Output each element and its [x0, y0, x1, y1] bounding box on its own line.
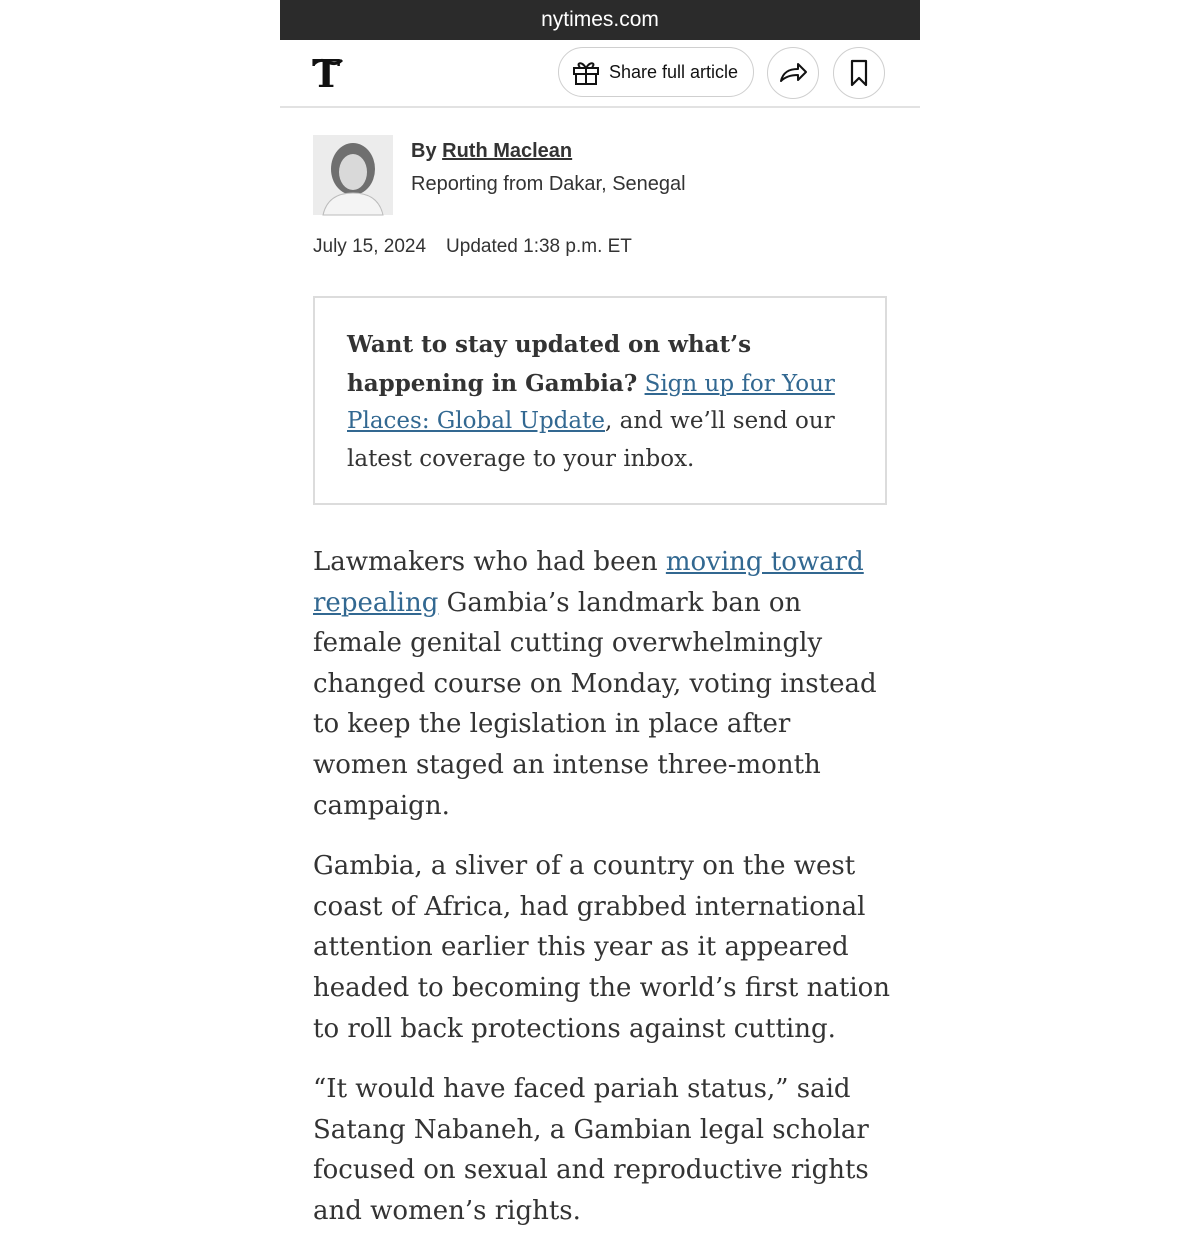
reporting-location: Reporting from Dakar, Senegal — [411, 173, 686, 195]
nyt-t-logo-icon — [310, 51, 346, 96]
promo-bold-text: Want to stay updated on what’s happening in Gambia? — [347, 331, 752, 397]
share-button[interactable] — [767, 47, 819, 99]
p1-text-before: Lawmakers who had been — [313, 547, 666, 577]
p1-text-after: Gambia’s landmark ban on female genital cutting overwhelmingly changed course on Monday, voting instead to keep the legislation in place after women staged an intense three-month campaign. — [313, 587, 877, 821]
by-prefix: By — [411, 140, 443, 162]
phone-screen — [280, 0, 920, 1226]
article-paragraph-1 — [313, 542, 893, 826]
share-button-label: Share full article — [609, 61, 739, 82]
author-line — [411, 140, 572, 163]
url-text: nytimes.com — [541, 8, 659, 31]
save-bookmark-button[interactable] — [833, 47, 885, 99]
promo-tail-text: , and we’ll send our latest coverage to your inbox. — [347, 408, 835, 472]
author-portrait-icon — [313, 135, 393, 215]
article-toolbar — [280, 40, 920, 108]
publish-date: July 15, 2024 — [313, 236, 427, 257]
newsletter-promo-box — [313, 296, 887, 505]
svg-text:T: T — [312, 51, 341, 96]
gift-icon — [571, 58, 601, 86]
author-link[interactable]: Ruth Maclean — [442, 140, 573, 162]
browser-url-bar[interactable] — [280, 0, 920, 40]
article-paragraph-2: Gambia, a sliver of a country on the west coast of Africa, had grabbed international attention earlier this year as it appeared headed to becoming the world’s first nation to roll back protections against cutting. — [313, 851, 891, 1044]
dateline — [313, 236, 632, 258]
share-arrow-icon — [778, 61, 808, 85]
share-full-article-button[interactable] — [558, 47, 754, 97]
newsletter-signup-link[interactable]: Sign up for Your Places: Global Update — [347, 370, 835, 434]
updated-time: Updated 1:38 p.m. ET — [446, 236, 632, 257]
article-body — [313, 542, 893, 1252]
bookmark-icon — [849, 59, 869, 87]
author-avatar[interactable] — [313, 135, 393, 215]
moving-toward-repealing-link[interactable]: moving toward repealing — [313, 547, 864, 618]
byline — [313, 133, 913, 223]
article-paragraph-3: “It would have faced pariah status,” said Satang Nabaneh, a Gambian legal scholar focused on sexual and reproductive rights and women’s rights. — [313, 1074, 869, 1226]
nyt-logo[interactable] — [310, 51, 346, 96]
